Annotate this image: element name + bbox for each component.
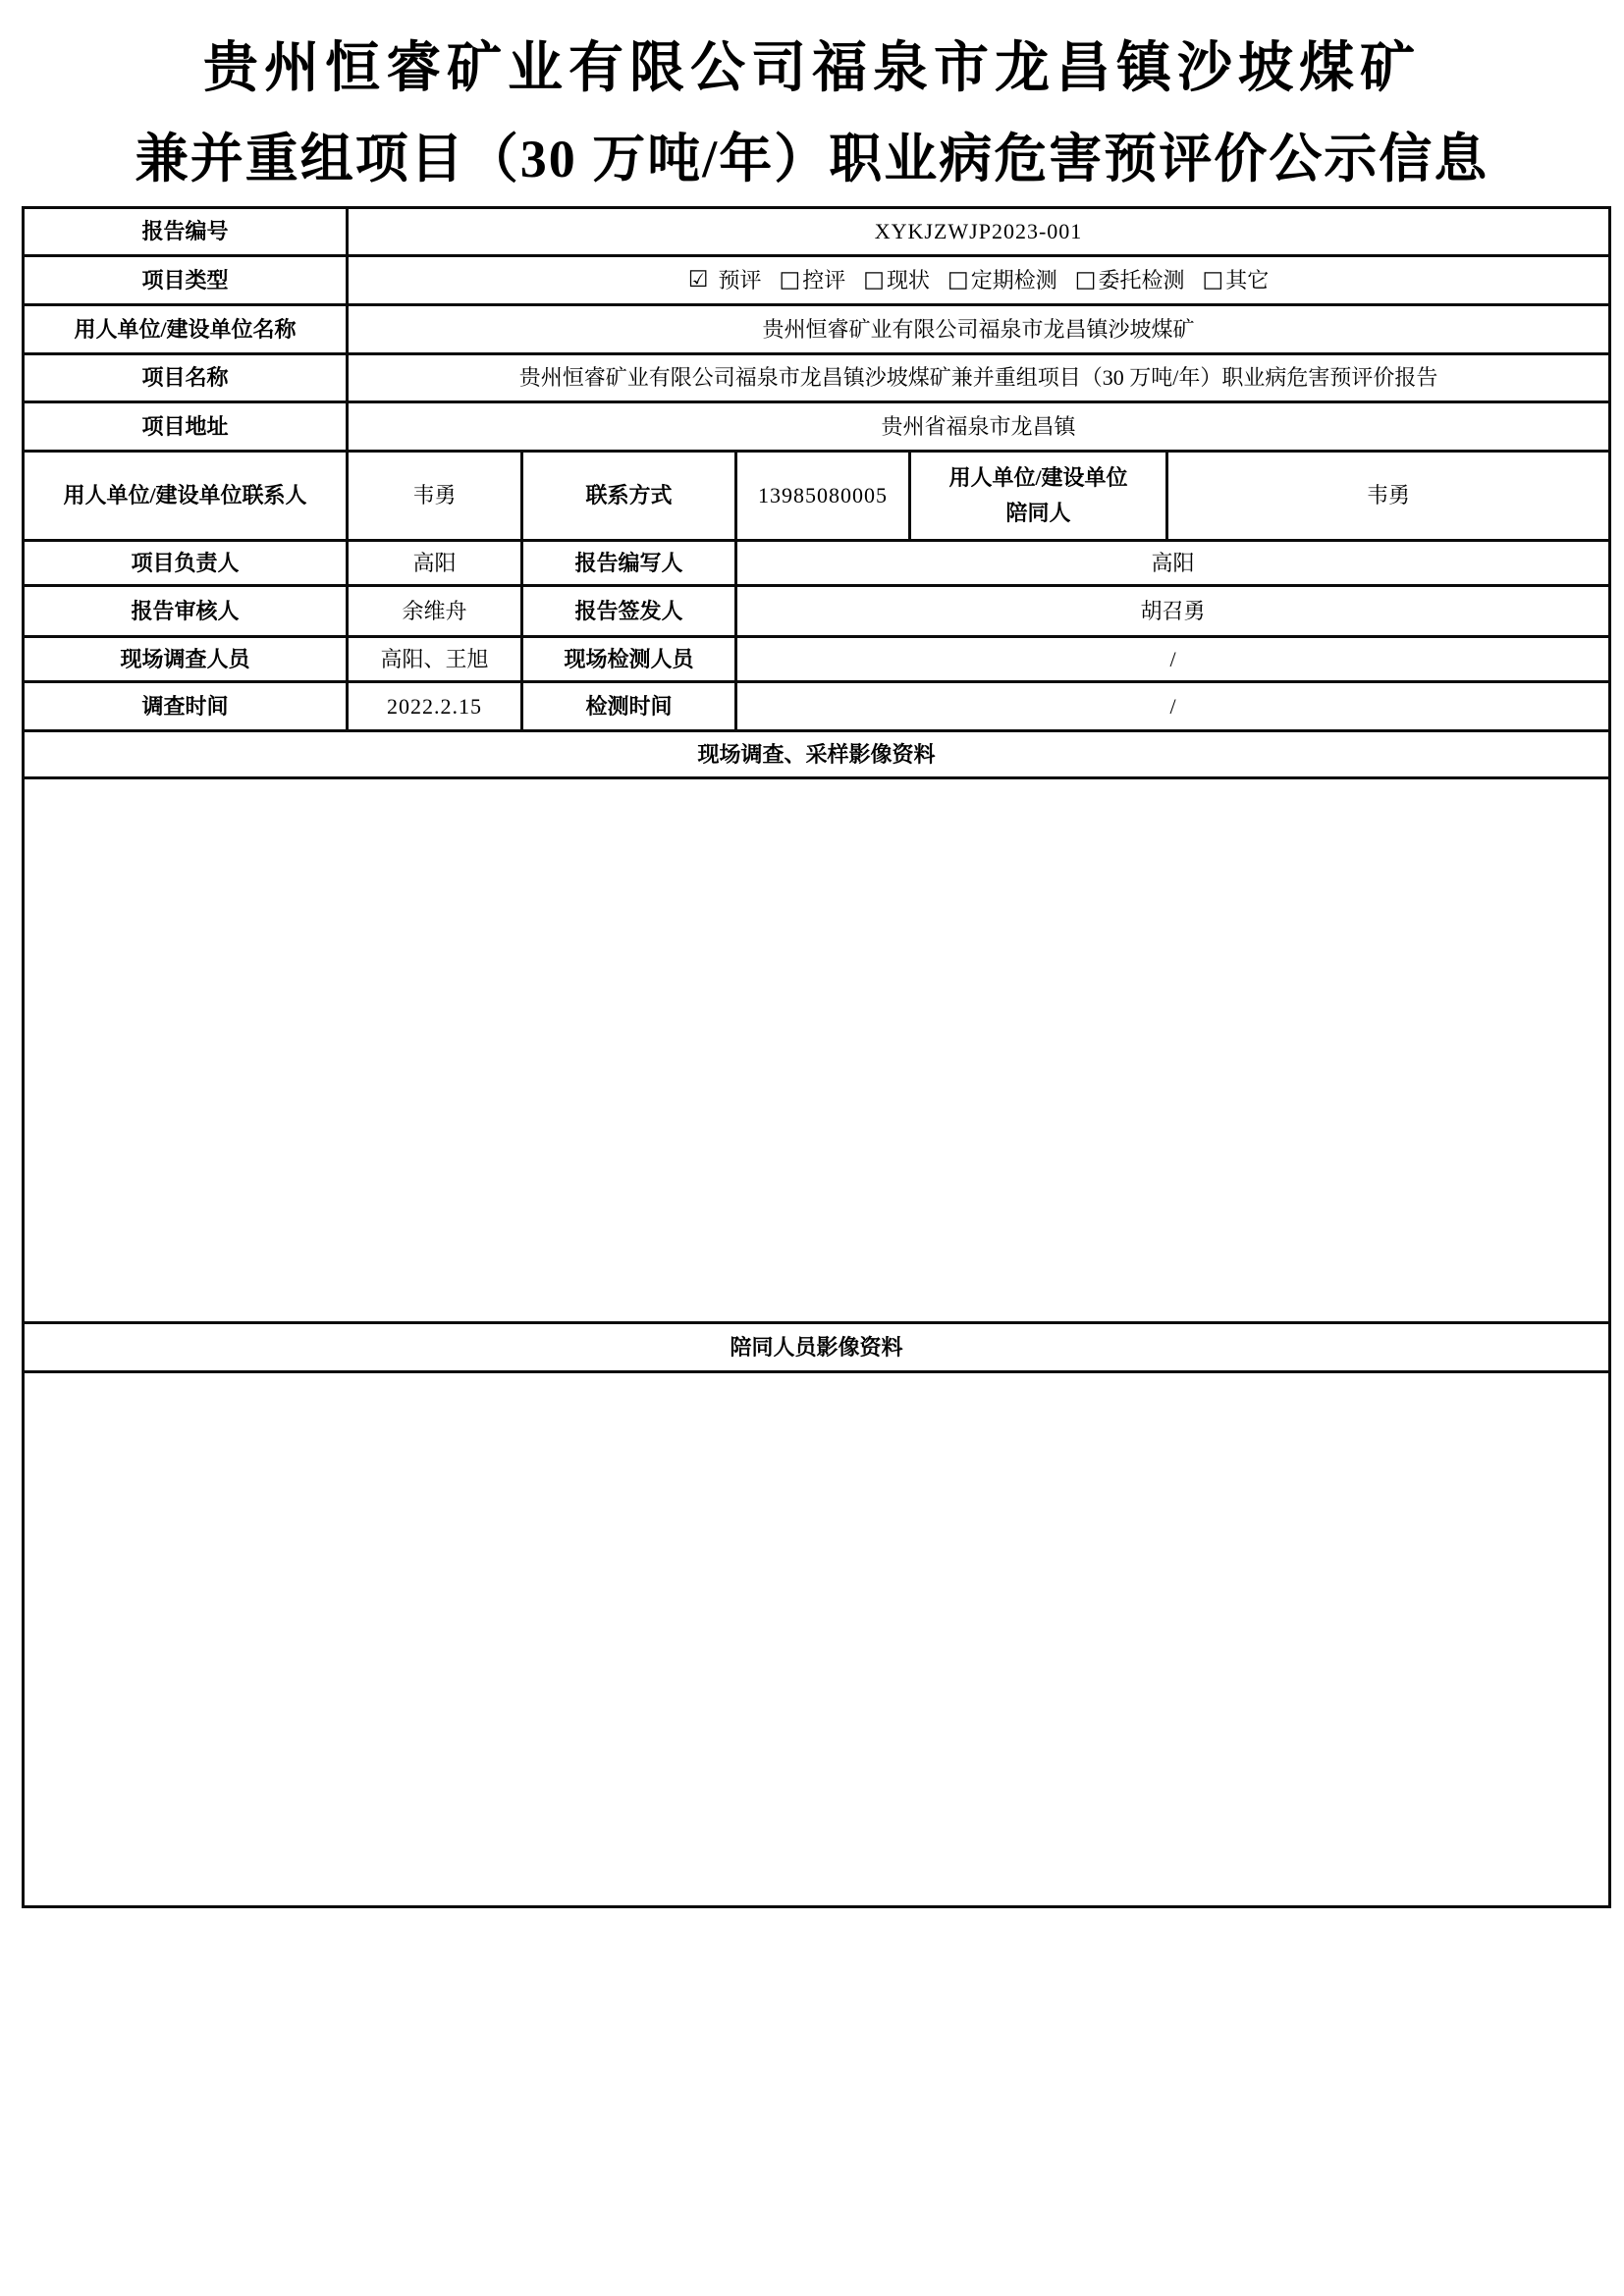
document-title-line1: 贵州恒睿矿业有限公司福泉市龙昌镇沙坡煤矿: [203, 38, 1421, 99]
project-leader-label: 项目负责人: [24, 541, 348, 586]
table-row-report-no: [24, 208, 1610, 256]
table-row-employer-name: [24, 305, 1610, 354]
site-testing-staff-label: 现场检测人员: [522, 637, 736, 682]
site-survey-staff-value: 高阳、王旭: [348, 637, 522, 682]
table-row-escort-media-area: [24, 1372, 1610, 1907]
checkbox-checked-icon: ☑: [687, 267, 709, 293]
escort-person-value: 韦勇: [1167, 452, 1610, 541]
table-row-contacts: [24, 452, 1610, 541]
checkbox-label: 控评: [802, 267, 846, 293]
testing-time-value: /: [736, 682, 1610, 731]
checkbox-icon: □: [863, 267, 885, 293]
info-table: [22, 206, 1611, 1908]
table-row-project-address: [24, 402, 1610, 452]
document-title-line2: 兼并重组项目（30 万吨/年）职业病危害预评价公示信息: [135, 130, 1489, 188]
employer-name-value: 贵州恒睿矿业有限公司福泉市龙昌镇沙坡煤矿: [348, 305, 1610, 354]
project-name-value: 贵州恒睿矿业有限公司福泉市龙昌镇沙坡煤矿兼并重组项目（30 万吨/年）职业病危害预评价报告: [348, 354, 1610, 402]
checkbox-icon: □: [947, 267, 969, 293]
checkbox-label: 定期检测: [970, 267, 1057, 293]
project-type-option-preeval: [688, 266, 762, 295]
project-type-option-control: [779, 266, 845, 295]
report-issuer-value: 胡召勇: [736, 586, 1610, 637]
table-row-site-media-area: [24, 778, 1610, 1323]
report-issuer-label: 报告签发人: [522, 586, 736, 637]
report-reviewer-label: 报告审核人: [24, 586, 348, 637]
project-type-option-entrusted: [1075, 266, 1185, 295]
checkbox-icon: □: [779, 267, 801, 293]
table-row-site-media-header: [24, 731, 1610, 778]
contact-person-value: 韦勇: [348, 452, 522, 541]
survey-time-value: 2022.2.15: [348, 682, 522, 731]
escort-media-header: 陪同人员影像资料: [24, 1323, 1610, 1372]
phone-value: 13985080005: [736, 452, 910, 541]
checkbox-label: 现状: [886, 267, 930, 293]
survey-time-label: 调查时间: [24, 682, 348, 731]
project-address-value: 贵州省福泉市龙昌镇: [348, 402, 1610, 452]
project-type-option-periodic: [947, 266, 1057, 295]
checkbox-icon: □: [1074, 267, 1097, 293]
checkbox-icon: □: [1202, 267, 1224, 293]
table-row-review: [24, 586, 1610, 637]
project-type-option-other: [1202, 266, 1269, 295]
checkbox-label: 委托检测: [1098, 267, 1185, 293]
escort-person-label-line2: 陪同人: [1005, 501, 1071, 525]
table-row-leaders: [24, 541, 1610, 586]
report-no-label: 报告编号: [24, 208, 348, 256]
report-writer-value: 高阳: [736, 541, 1610, 586]
site-media-header: 现场调查、采样影像资料: [24, 731, 1610, 778]
escort-media-area: [24, 1372, 1610, 1907]
escort-person-label-line1: 用人单位/建设单位: [948, 465, 1128, 490]
checkbox-label: 其它: [1225, 267, 1270, 293]
testing-time-label: 检测时间: [522, 682, 736, 731]
table-row-project-type: [24, 256, 1610, 305]
project-address-label: 项目地址: [24, 402, 348, 452]
escort-person-label: [910, 452, 1167, 541]
report-writer-label: 报告编写人: [522, 541, 736, 586]
project-type-option-status: [863, 266, 930, 295]
table-row-times: [24, 682, 1610, 731]
project-type-value: [348, 256, 1610, 305]
project-type-label: 项目类型: [24, 256, 348, 305]
project-leader-value: 高阳: [348, 541, 522, 586]
employer-name-label: 用人单位/建设单位名称: [24, 305, 348, 354]
table-row-project-name: [24, 354, 1610, 402]
contact-person-label: 用人单位/建设单位联系人: [24, 452, 348, 541]
project-name-label: 项目名称: [24, 354, 348, 402]
table-row-escort-media-header: [24, 1323, 1610, 1372]
report-reviewer-value: 余维舟: [348, 586, 522, 637]
site-media-area: [24, 778, 1610, 1323]
site-testing-staff-value: /: [736, 637, 1610, 682]
site-survey-staff-label: 现场调查人员: [24, 637, 348, 682]
project-type-options: [352, 266, 1604, 295]
table-row-survey-staff: [24, 637, 1610, 682]
phone-label: 联系方式: [522, 452, 736, 541]
report-no-value: XYKJZWJP2023-001: [348, 208, 1610, 256]
checkbox-label: 预评: [718, 267, 762, 293]
